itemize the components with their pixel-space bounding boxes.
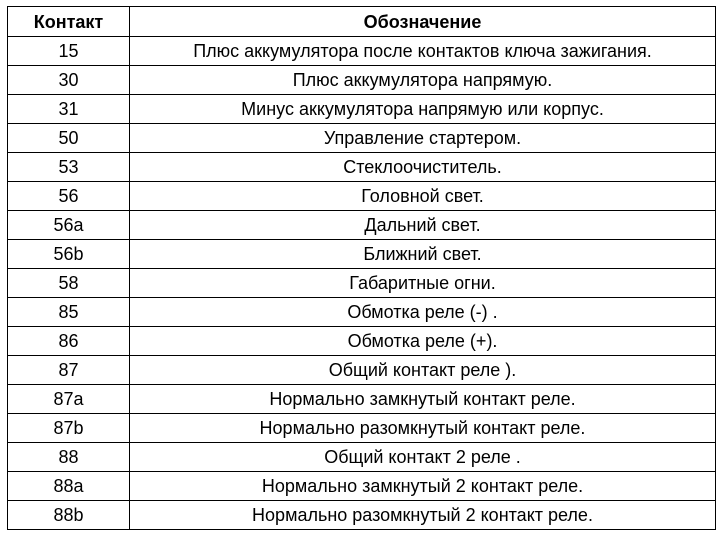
contact-cell: 31 [8,95,130,124]
table-row [8,298,716,327]
designation-cell: Управление стартером. [130,124,716,153]
table-row [8,327,716,356]
header-designation: Обозначение [130,7,716,37]
header-contact: Контакт [8,7,130,37]
contact-cell: 56a [8,211,130,240]
designation-cell: Ближний свет. [130,240,716,269]
table-row [8,66,716,95]
table-row [8,385,716,414]
designation-cell: Минус аккумулятора напрямую или корпус. [130,95,716,124]
contact-cell: 87 [8,356,130,385]
designation-cell: Общий контакт 2 реле . [130,443,716,472]
table-row [8,356,716,385]
table-row [8,414,716,443]
designation-cell: Плюс аккумулятора после контактов ключа зажигания. [130,37,716,66]
contact-cell: 86 [8,327,130,356]
table-row [8,182,716,211]
contact-cell: 30 [8,66,130,95]
designation-cell: Обмотка реле (+). [130,327,716,356]
contact-cell: 53 [8,153,130,182]
contact-cell: 56b [8,240,130,269]
table-row [8,240,716,269]
table-header-row [8,7,716,37]
designation-cell: Обмотка реле (-) . [130,298,716,327]
table-row [8,95,716,124]
table-row [8,443,716,472]
contacts-table [7,6,716,530]
table-row [8,269,716,298]
designation-cell: Общий контакт реле ). [130,356,716,385]
designation-cell: Нормально замкнутый контакт реле. [130,385,716,414]
designation-cell: Габаритные огни. [130,269,716,298]
table-row [8,501,716,530]
table-row [8,472,716,501]
contact-cell: 88b [8,501,130,530]
designation-cell: Головной свет. [130,182,716,211]
designation-cell: Нормально разомкнутый 2 контакт реле. [130,501,716,530]
contact-cell: 58 [8,269,130,298]
contact-cell: 15 [8,37,130,66]
table-row [8,37,716,66]
contact-cell: 50 [8,124,130,153]
designation-cell: Дальний свет. [130,211,716,240]
designation-cell: Стеклоочиститель. [130,153,716,182]
designation-cell: Нормально замкнутый 2 контакт реле. [130,472,716,501]
contact-cell: 85 [8,298,130,327]
contact-cell: 87a [8,385,130,414]
contact-cell: 56 [8,182,130,211]
table-row [8,153,716,182]
contact-cell: 88a [8,472,130,501]
contact-cell: 88 [8,443,130,472]
table-row [8,124,716,153]
table-row [8,211,716,240]
designation-cell: Плюс аккумулятора напрямую. [130,66,716,95]
contact-cell: 87b [8,414,130,443]
contacts-table-container [7,6,716,530]
designation-cell: Нормально разомкнутый контакт реле. [130,414,716,443]
